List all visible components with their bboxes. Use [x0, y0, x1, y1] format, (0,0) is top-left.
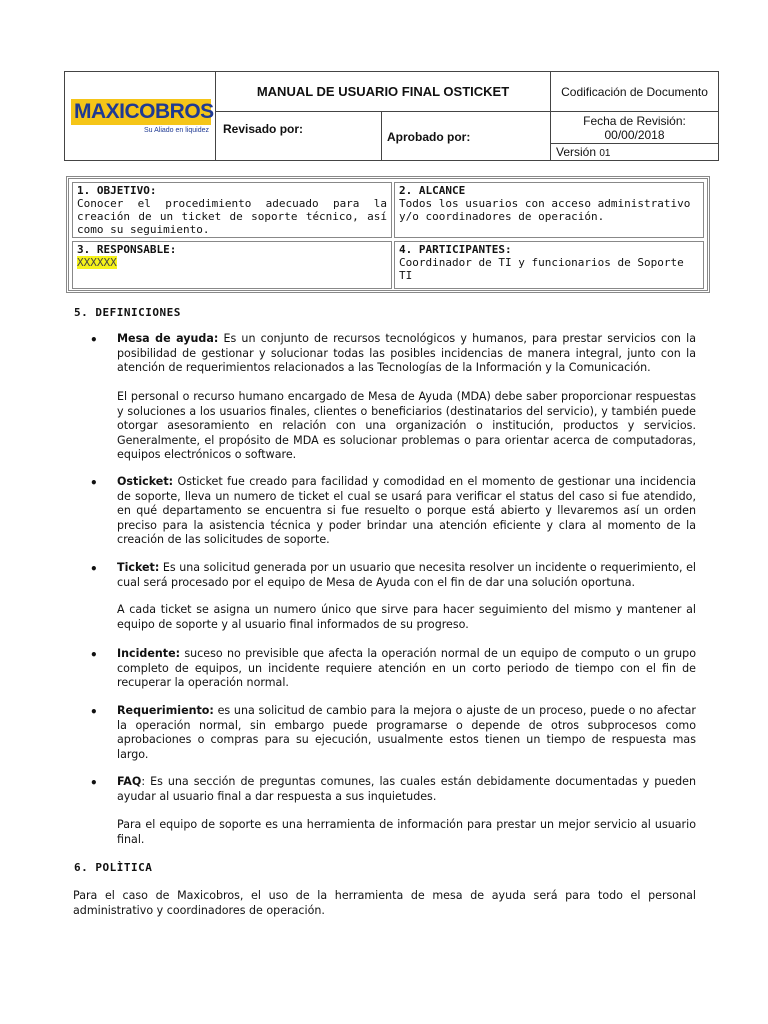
- alcance-box: [394, 182, 704, 238]
- bullet-icon: •: [90, 648, 98, 662]
- def-incidente: [117, 647, 696, 691]
- version-label: Versión: [556, 145, 597, 159]
- def-mesa-ayuda: [117, 332, 696, 376]
- def-text: es una solicitud de cambio para la mejora o ajuste de un proceso, puede o no afectar la operación normal, sin embargo puede programarse o depende de otros subprocesos como aprobaciones o compras para su ejecución, usualmente estos tienen un tiempo de respuesta mas largo.: [117, 704, 696, 761]
- bullet-icon: •: [90, 562, 98, 576]
- revision-date-label: Fecha de Revisión:: [583, 114, 686, 128]
- document-code-label: Codificación de Documento: [551, 72, 718, 112]
- def-text: Es un conjunto de recursos tecnológicos y humanos, para prestar servicios con la posibilidad de gestionar y solucionar todas las posibles incidencias de manera integral, junto con la atención de requerimientos relacionados a las Tecnologías de la Información y la Comunicación.: [117, 332, 696, 374]
- def-faq-extra: Para el equipo de soporte es una herramienta de información para prestar un mejor servicio al usuario final.: [117, 818, 696, 846]
- version-value: 01: [599, 148, 611, 159]
- responsable-box: [72, 241, 392, 289]
- info-table: [66, 176, 710, 293]
- section-politica-title: 6. POLÌTICA: [74, 861, 153, 874]
- def-text: : Es una sección de preguntas comunes, las cuales están debidamente documentadas y pueden ayudar al usuario final a dar respuesta a sus inquietudes.: [117, 775, 696, 803]
- revision-date: [551, 112, 718, 144]
- def-text: Osticket fue creado para facilidad y comodidad en el momento de gestionar una incidencia de soporte, lleva un numero de ticket el cual se usará para verificar el status del caso si fue atendido, en qué departamento se encuentra si fue resuelto o porque está abierto y llevaremos así un orden preciso para la asistencia técnica y poder brindar una atención eficiente y clara al momento de la creación de las solicitudes de soporte.: [117, 475, 696, 546]
- def-term: Ticket:: [117, 561, 160, 574]
- objetivo-text: Conocer el procedimiento adecuado para la creación de un ticket de soporte técnico, así como su seguimiento.: [77, 197, 387, 236]
- company-logo: [71, 99, 214, 134]
- alcance-title: 2. ALCANCE: [399, 184, 466, 197]
- def-text: Es una solicitud generada por un usuario que necesita resolver un incidente o requerimiento, el cual será procesado por el equipo de Mesa de Ayuda con el fin de dar una solución oportuna.: [117, 561, 696, 589]
- participantes-text: Coordinador de TI y funcionarios de Soporte TI: [399, 256, 684, 282]
- revision-date-value: 00/00/2018: [604, 128, 665, 142]
- def-term: Osticket:: [117, 475, 174, 488]
- def-term: FAQ: [117, 775, 142, 788]
- politica-text: Para el caso de Maxicobros, el uso de la herramienta de mesa de ayuda será para todo el personal administrativo y coordinadores de operación.: [73, 889, 696, 917]
- objetivo-title: 1. OBJETIVO:: [77, 184, 157, 197]
- def-term: Incidente:: [117, 647, 181, 660]
- participantes-box: [394, 241, 704, 289]
- participantes-title: 4. PARTICIPANTES:: [399, 243, 512, 256]
- bullet-icon: •: [90, 705, 98, 719]
- logo-tagline: Su Aliado en liquidez: [144, 127, 209, 134]
- responsable-text: XXXXXX: [77, 256, 117, 269]
- alcance-text: Todos los usuarios con acceso administrativo y/o coordinadores de operación.: [399, 197, 691, 223]
- def-faq: [117, 775, 696, 804]
- def-text: suceso no previsible que afecta la operación normal de un equipo de computo o un grupo completo de equipos, un incidente requiere atención en un corto periodo de tiempo con el fin de recuperar la operación normal.: [117, 647, 696, 689]
- approved-by-label: Aprobado por:: [382, 112, 551, 160]
- def-term: Requerimiento:: [117, 704, 214, 717]
- bullet-icon: •: [90, 776, 98, 790]
- def-term: Mesa de ayuda:: [117, 332, 219, 345]
- responsable-title: 3. RESPONSABLE:: [77, 243, 177, 256]
- bullet-icon: •: [90, 333, 98, 347]
- document-header-table: [64, 71, 719, 161]
- reviewed-by-label: Revisado por:: [216, 112, 382, 160]
- bullet-icon: •: [90, 476, 98, 490]
- section-definiciones-title: 5. DEFINICIONES: [74, 306, 181, 319]
- version: [551, 144, 718, 160]
- objetivo-box: [72, 182, 392, 238]
- logo-brand: MAXICOBROS: [74, 100, 214, 123]
- def-ticket: [117, 561, 696, 590]
- def-osticket: [117, 475, 696, 548]
- def-mesa-ayuda-extra: El personal o recurso humano encargado de Mesa de Ayuda (MDA) debe saber proporcionar respuestas y soluciones a los usuarios finales, clientes o beneficiarios (destinatarios del servicio), y también puede otorgar asesoramiento en relación con una organización o institución, productos y servicios. Generalmente, el propósito de MDA es solucionar problemas o para orientar acerca de computadoras, equipos electrónicos o software.: [117, 390, 696, 461]
- logo-cell: [65, 72, 216, 160]
- def-requerimiento: [117, 704, 696, 762]
- def-ticket-extra: A cada ticket se asigna un numero único que sirve para hacer seguimiento del mismo y mantener al equipo de soporte y al usuario final informados de su progreso.: [117, 603, 696, 631]
- document-title: MANUAL DE USUARIO FINAL OSTICKET: [216, 72, 551, 112]
